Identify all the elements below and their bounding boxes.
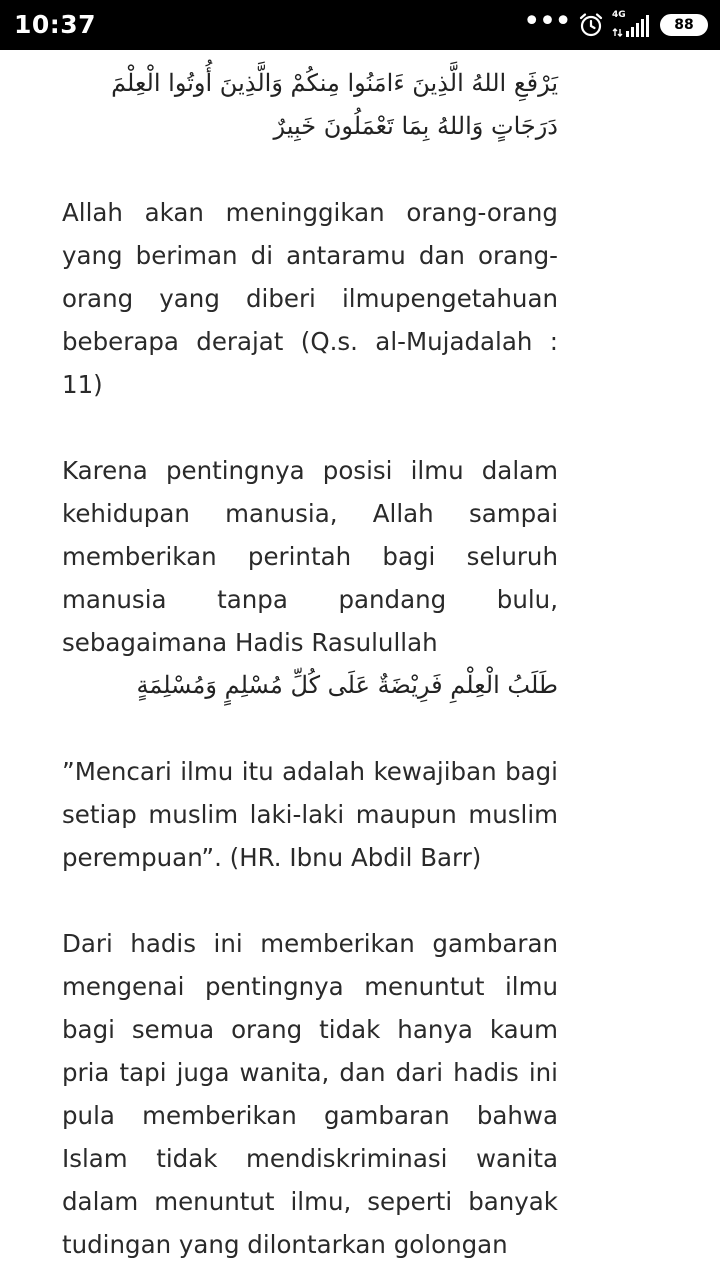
article-content xyxy=(62,62,558,1280)
hadith-arabic: طَلَبُ الْعِلْمِ فَرِيْضَةٌ عَلَى كُلِّ مُسْلِمٍ وَمُسْلِمَةٍ xyxy=(136,671,558,699)
notification-dots-icon: ••• xyxy=(522,4,570,39)
battery-level: 88 xyxy=(674,17,694,33)
battery-icon xyxy=(660,14,708,36)
cell-signal-icon xyxy=(612,12,652,38)
intro-paragraph: Karena pentingnya posisi ilmu dalam kehidupan manusia, Allah sampai memberikan perintah bagi seluruh manusia tanpa pandang bulu, sebagaimana Hadis Rasulullah xyxy=(62,456,558,657)
alarm-clock-icon xyxy=(578,12,604,38)
status-icons xyxy=(523,0,708,50)
verse-translation: Allah akan meninggikan orang-orang yang beriman di antaramu dan orang-orang yang diberi ilmupengetahuan beberapa derajat (Q.s. al-Mujadalah : 11) xyxy=(62,198,558,399)
status-bar xyxy=(0,0,720,50)
verse-arabic: يَرْفَعِ اللهُ الَّذِينَ ءَامَنُوا مِنكُمْ وَالَّذِينَ أُوتُوا الْعِلْمَ دَرَجَاتٍ وَاللهُ بِمَا تَعْمَلُونَ خَبِيرٌ xyxy=(111,69,558,140)
closing-paragraph: Dari hadis ini memberikan gambaran mengenai pentingnya menuntut ilmu bagi semua orang tidak hanya kaum pria tapi juga wanita, dan dari hadis ini pula memberikan gambaran bahwa Islam tidak mendiskriminasi wanita dalam menuntut ilmu, seperti banyak tudingan yang dilontarkan golongan xyxy=(62,929,558,1259)
status-time: 10:37 xyxy=(14,10,97,39)
hadith-translation: ”Mencari ilmu itu adalah kewajiban bagi setiap muslim laki-laki maupun muslim perempuan”. (HR. Ibnu Abdil Barr) xyxy=(62,757,558,872)
network-type-label: 4G xyxy=(612,10,626,20)
